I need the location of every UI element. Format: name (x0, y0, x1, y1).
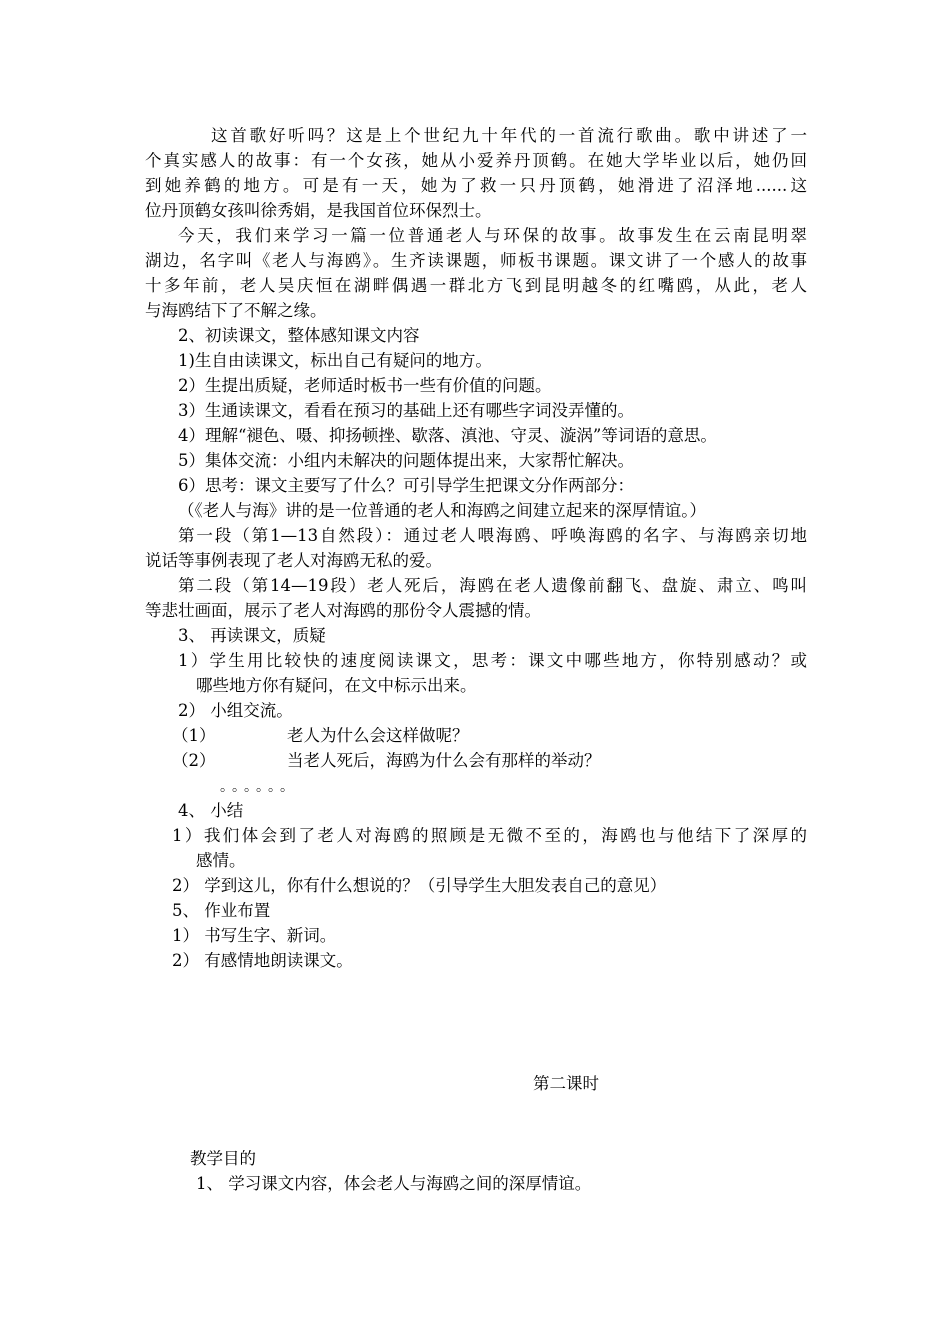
section-5-item-1: 1） 书写生字、新词。 (172, 926, 337, 945)
section-2-item-6: 6）思考：课文主要写了什么？可引导学生把课文分作两部分： (178, 476, 634, 495)
section-3-item-2: 2） 小组交流。 (178, 701, 293, 720)
section-2-para2-line1: 第二段（第14—19段）老人死后，海鸥在老人遗像前翻飞、盘旋、肃立、鸣叫 (178, 576, 807, 595)
intro-p1-line3: 到她养鹤的地方。可是有一天，她为了救一只丹顶鹤，她滑进了沼泽地......这 (145, 176, 807, 195)
section-3-item-1-line2: 哪些地方你有疑问，在文中标示出来。 (196, 676, 477, 695)
question-1-number: （1） (172, 726, 216, 745)
teaching-goal-1: 1、 学习课文内容，体会老人与海鸥之间的深厚情谊。 (196, 1174, 592, 1193)
section-2-item-3: 3）生通读课文，看看在预习的基础上还有哪些字词没弄懂的。 (178, 401, 634, 420)
question-1-text: 老人为什么会这样做呢？ (287, 726, 469, 745)
section-3-heading: 3、 再读课文，质疑 (178, 626, 326, 645)
section-2-para1-line2: 说话等事例表现了老人对海鸥无私的爱。 (145, 551, 442, 570)
intro-p2-line2: 湖边，名字叫《老人与海鸥》。生齐读课题，师板书课题。课文讲了一个感人的故事 (145, 251, 807, 270)
section-2-item-1: 1)生自由读课文，标出自己有疑问的地方。 (178, 351, 492, 370)
section-5-item-2: 2） 有感情地朗读课文。 (172, 951, 353, 970)
intro-p1-line2: 个真实感人的故事：有一个女孩，她从小爱养丹顶鹤。在她大学毕业以后，她仍回 (145, 151, 807, 170)
section-4-item-2: 2） 学到这儿，你有什么想说的？（引导学生大胆发表自己的意见） (172, 876, 667, 895)
section-5-heading: 5、 作业布置 (172, 901, 271, 920)
section-4-heading: 4、 小结 (178, 801, 244, 820)
section-2-para1-line1: 第一段（第1—13自然段）：通过老人喂海鸥、呼唤海鸥的名字、与海鸥亲切地 (178, 526, 807, 545)
teaching-goal-heading: 教学目的 (190, 1149, 256, 1168)
lesson-2-title: 第二课时 (533, 1074, 599, 1093)
intro-p2-line4: 与海鸥结下了不解之缘。 (145, 301, 327, 320)
intro-p2-line1: 今天，我们来学习一篇一位普通老人与环保的故事。故事发生在云南昆明翠 (178, 226, 807, 245)
intro-p1-line1: 这首歌好听吗？这是上个世纪九十年代的一首流行歌曲。歌中讲述了一 (211, 126, 807, 145)
question-2-text: 当老人死后，海鸥为什么会有那样的举动？ (287, 751, 601, 770)
section-2-note: （《老人与海》讲的是一位普通的老人和海鸥之间建立起来的深厚情谊。） (178, 501, 706, 520)
ellipsis-dots: 。。。。。。 (220, 779, 299, 795)
section-3-item-1-line1: 1）学生用比较快的速度阅读课文，思考：课文中哪些地方，你特别感动？或 (178, 651, 807, 670)
section-4-item-1-line2: 感情。 (196, 851, 246, 870)
section-2-item-2: 2）生提出质疑，老师适时板书一些有价值的问题。 (178, 376, 552, 395)
section-2-heading: 2、初读课文，整体感知课文内容 (178, 326, 420, 345)
question-2-number: （2） (172, 751, 216, 770)
intro-p2-line3: 十多年前，老人吴庆恒在湖畔偶遇一群北方飞到昆明越冬的红嘴鸥，从此，老人 (145, 276, 807, 295)
intro-p1-line4: 位丹顶鹤女孩叫徐秀娟，是我国首位环保烈士。 (145, 201, 492, 220)
section-4-item-1-line1: 1）我们体会到了老人对海鸥的照顾是无微不至的，海鸥也与他结下了深厚的 (172, 826, 807, 845)
section-2-item-5: 5）集体交流：小组内未解决的问题体提出来，大家帮忙解决。 (178, 451, 634, 470)
section-2-para2-line2: 等悲壮画面，展示了老人对海鸥的那份令人震撼的情。 (145, 601, 541, 620)
section-2-item-4: 4）理解“褪色、嗫、抑扬顿挫、歇落、滇池、守灵、漩涡”等词语的意思。 (178, 426, 717, 445)
